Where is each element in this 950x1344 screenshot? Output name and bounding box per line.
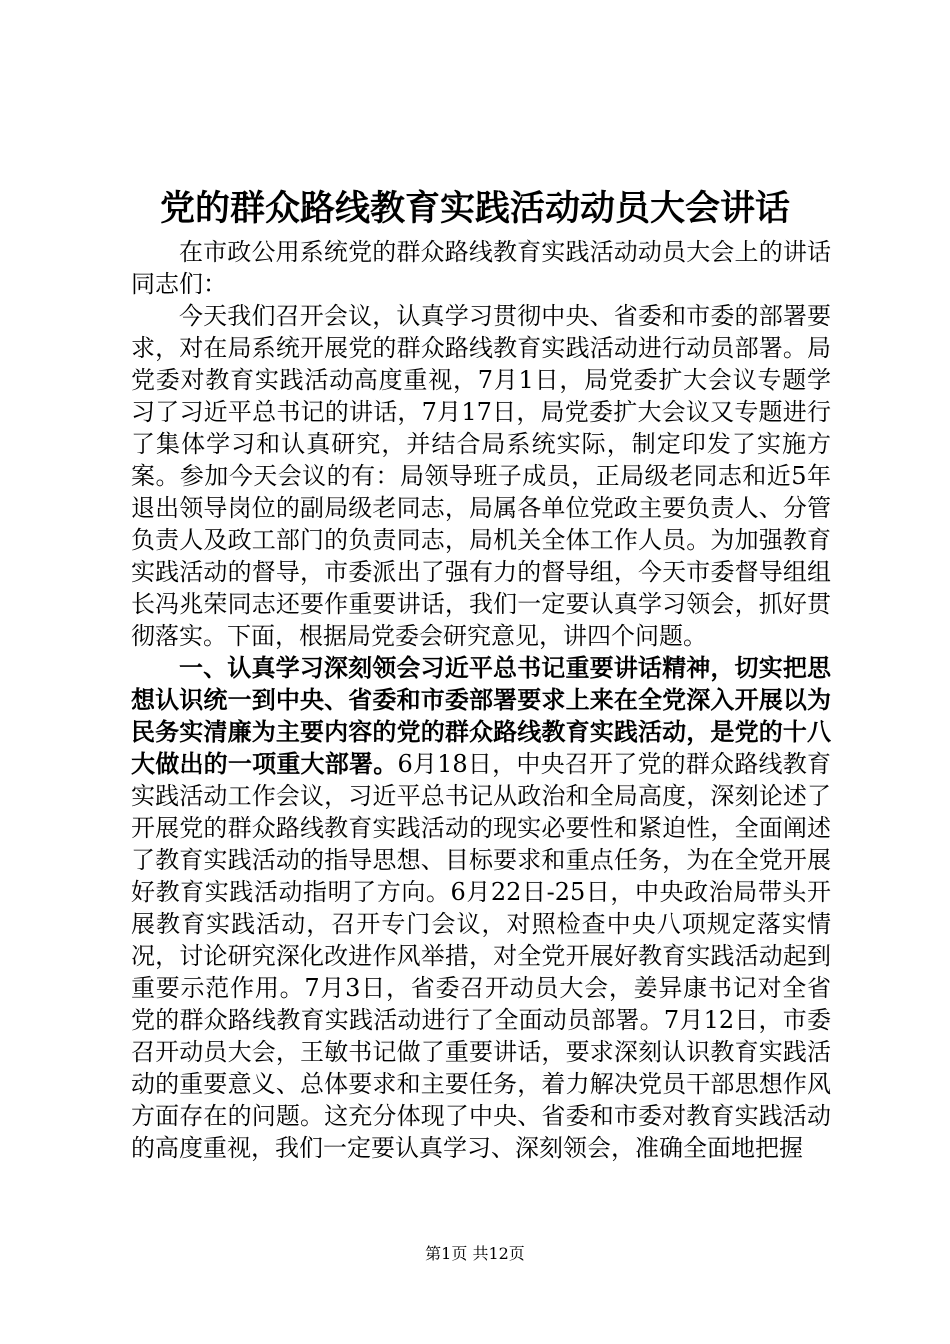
section-1-paragraph — [131, 652, 831, 1164]
paragraph-salutation: 在市政公用系统党的群众路线教育实践活动动员大会上的讲话同志们： — [131, 238, 831, 298]
document-body — [131, 236, 831, 1164]
page-footer: 第1页 共12页 — [425, 1244, 525, 1263]
document-title: 党的群众路线教育实践活动动员大会讲话 — [159, 188, 790, 229]
section-1-heading: 一、认真学习深刻领会习近平总书记重要讲话精神，切实把思想认识统一到中央、省委和市委部署要求上来在全党深入开展以为民务实清廉为主要内容的党的群众路线教育实践活动，是党的十八大做出的一项重大部署。 — [131, 653, 831, 778]
section-1-body: 6月18日，中央召开了党的群众路线教育实践活动工作会议，习近平总书记从政治和全局高度，深刻论述了开展党的群众路线教育实践活动的现实必要性和紧迫性，全面阐述了教育实践活动的指导思想、目标要求和重点任务，为在全党开展好教育实践活动指明了方向。6月22日-25日，中央政治局带头开展教育实践活动，召开专门会议，对照检查中央八项规定落实情况，讨论研究深化改进作风举措，对全党开展好教育实践活动起到重要示范作用。7月3日，省委召开动员大会，姜异康书记对全省党的群众路线教育实践活动进行了全面动员部署。7月12日，市委召开动员大会，王敏书记做了重要讲话，要求深刻认识教育实践活动的重要意义、总体要求和主要任务，着力解决党员干部思想作风方面存在的问题。这充分体现了中央、省委和市委对教育实践活动的高度重视，我们一定要认真学习、深刻领会，准确全面地把握 — [131, 750, 832, 1162]
paragraph-opening: 今天我们召开会议，认真学习贯彻中央、省委和市委的部署要求，对在局系统开展党的群众路线教育实践活动进行动员部署。局党委对教育实践活动高度重视，7月1日，局党委扩大会议专题学习了习近平总书记的讲话，7月17日，局党委扩大会议又专题进行了集体学习和认真研究，并结合局系统实际，制定印发了实施方案。参加今天会议的有：局领导班子成员，正局级老同志和近5年退出领导岗位的副局级老同志，局属各单位党政主要负责人、分管负责人及政工部门的负责同志，局机关全体工作人员。为加强教育实践活动的督导，市委派出了强有力的督导组，今天市委督导组组长冯兆荣同志还要作重要讲话，我们一定要认真学习领会，抓好贯彻落实。下面，根据局党委会研究意见，讲四个问题。 — [131, 302, 831, 650]
